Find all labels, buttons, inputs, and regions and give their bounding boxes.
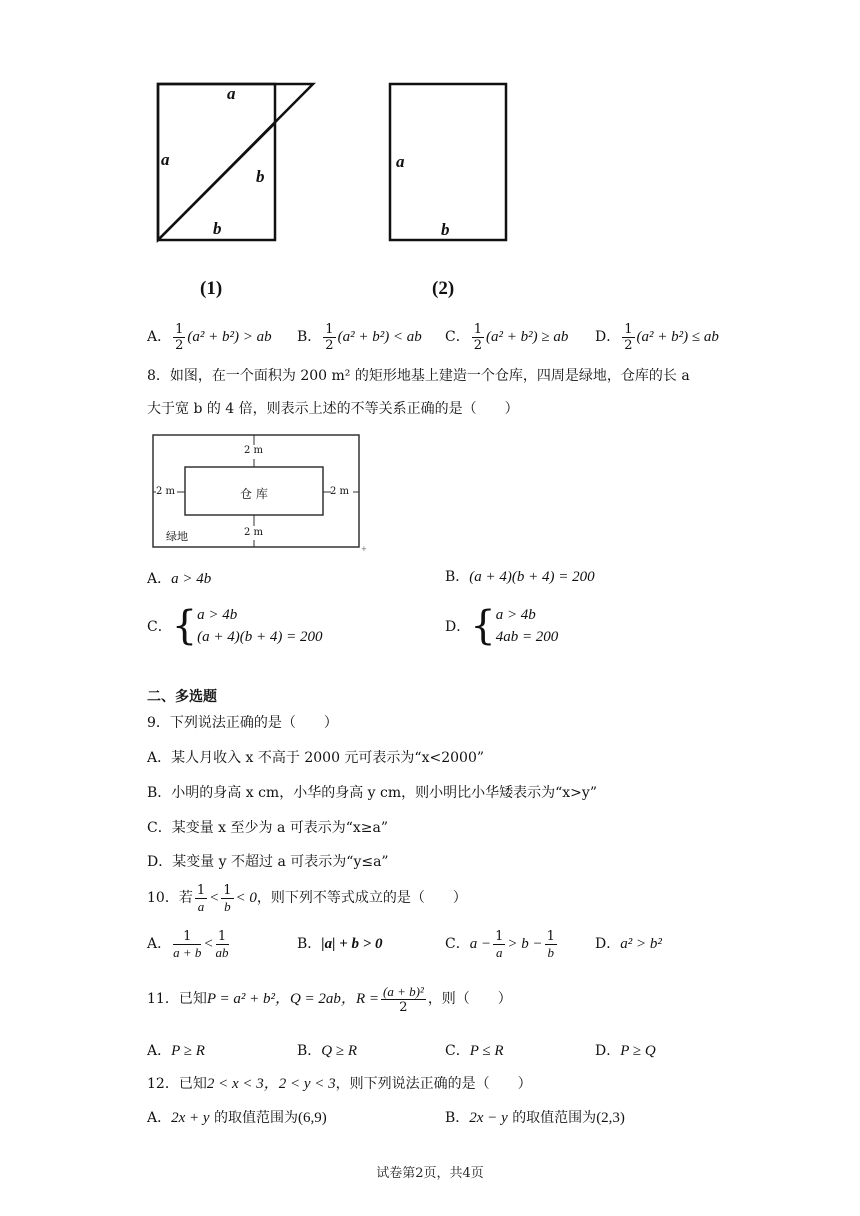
warehouse-right-gap: 2 m [330,486,350,497]
q9-option-a[interactable]: A．某人月收入 x 不高于 2000 元可表示为“x<2000” [147,750,485,766]
brace-icon: { [470,603,496,649]
svg-text:+: + [361,545,367,553]
brace-icon: { [171,603,198,649]
warehouse-top-gap: 2 m [244,445,264,456]
q7-c-coef: $\frac{1}{2}$ [473,321,482,353]
warehouse-left-gap: 2 m [156,486,176,497]
q10-option-c[interactable]: C．a − $\frac{1}{a}$ > b − $\frac{1}{b}$ [445,928,555,960]
q8-option-b[interactable]: B．(a + 4)(b + 4) = 200 [445,569,595,585]
q8-stem-line2: 大于宽 b 的 4 倍，则表示上述的不等关系正确的是（ ） [147,401,519,417]
q7-a-coef: $\frac{1}{2}$ [175,321,184,353]
q12-option-b[interactable]: B．2x − y 的取值范围为(2,3) [445,1110,625,1126]
q12-option-a[interactable]: A．2x + y 的取值范围为(6,9) [147,1110,327,1126]
q9-option-c[interactable]: C．某变量 x 至少为 a 可表示为“x≥a” [147,820,389,836]
q10-option-d[interactable]: D．a² > b² [595,936,662,952]
warehouse-label: 仓 库 [240,487,268,501]
fig1-label-left-a: a [161,150,170,169]
q7-b-coef: $\frac{1}{2}$ [325,321,334,353]
section-heading-multi-choice: 二、多选题 [147,689,217,705]
q10-option-b[interactable]: B．|a| + b > 0 [297,936,383,952]
q7-option-d[interactable]: D． $\frac{1}{2}$ (a² + b²) ≤ ab [595,321,719,353]
fig1-label-right-b: b [256,167,265,186]
q12-stem: 12．已知2 < x < 3，2 < y < 3，则下列说法正确的是（ ） [147,1076,532,1092]
q8-stem-line1: 8．如图，在一个面积为 200 m² 的矩形地基上建造一个仓库，四周是绿地，仓库的长 a [147,368,690,384]
q7-option-c[interactable]: C． $\frac{1}{2}$ (a² + b²) ≥ ab [445,321,569,353]
warehouse-bottom-gap: 2 m [244,527,264,538]
fig1-label-bottom-b: b [213,219,222,238]
q10-option-a[interactable]: A． $\frac{1}{a + b}$ < $\frac{1}{ab}$ [147,928,229,960]
q8-option-a[interactable]: A．a > 4b [147,571,212,587]
q8-option-c[interactable]: C．{ a > 4b (a + 4)(b + 4) = 200 [147,603,323,649]
page-footer: 试卷第2页，共4页 [376,1166,484,1181]
q11-option-d[interactable]: D．P ≥ Q [595,1043,656,1059]
q7-option-a[interactable]: A． $\frac{1}{2}$ (a² + b²) > ab [147,321,272,353]
q7-d-coef: $\frac{1}{2}$ [624,321,633,353]
q9-stem: 9．下列说法正确的是（ ） [147,715,338,731]
q11-option-b[interactable]: B．Q ≥ R [297,1043,358,1059]
fig2-label-bottom-b: b [441,220,450,239]
q11-option-c[interactable]: C．P ≤ R [445,1043,504,1059]
fig2-number: (2) [432,278,455,299]
q11-stem: 11．已知P = a² + b²，Q = 2ab，R = $\frac{\text{(a + b)²}}{2}$ ，则（ ） [147,983,512,1015]
q9-option-d[interactable]: D．某变量 y 不超过 a 可表示为“y≤a” [147,854,389,870]
q7-option-b[interactable]: B． $\frac{1}{2}$ (a² + b²) < ab [297,321,422,353]
q8-option-d[interactable]: D．{ a > 4b 4ab = 200 [445,603,559,649]
q9-option-b[interactable]: B．小明的身高 x cm，小华的身高 y cm，则小明比小华矮表示为“x>y” [147,785,597,801]
green-area-label: 绿地 [166,530,188,543]
q10-stem: 10．若 $\frac{1}{a}$ < $\frac{1}{b}$ < 0，则下列不等式成立的是（ ） [147,882,467,914]
fig1-number: (1) [200,278,223,299]
fig1-label-top-a: a [227,84,236,103]
q11-option-a[interactable]: A．P ≥ R [147,1043,205,1059]
fig2-label-left-a: a [396,152,405,171]
